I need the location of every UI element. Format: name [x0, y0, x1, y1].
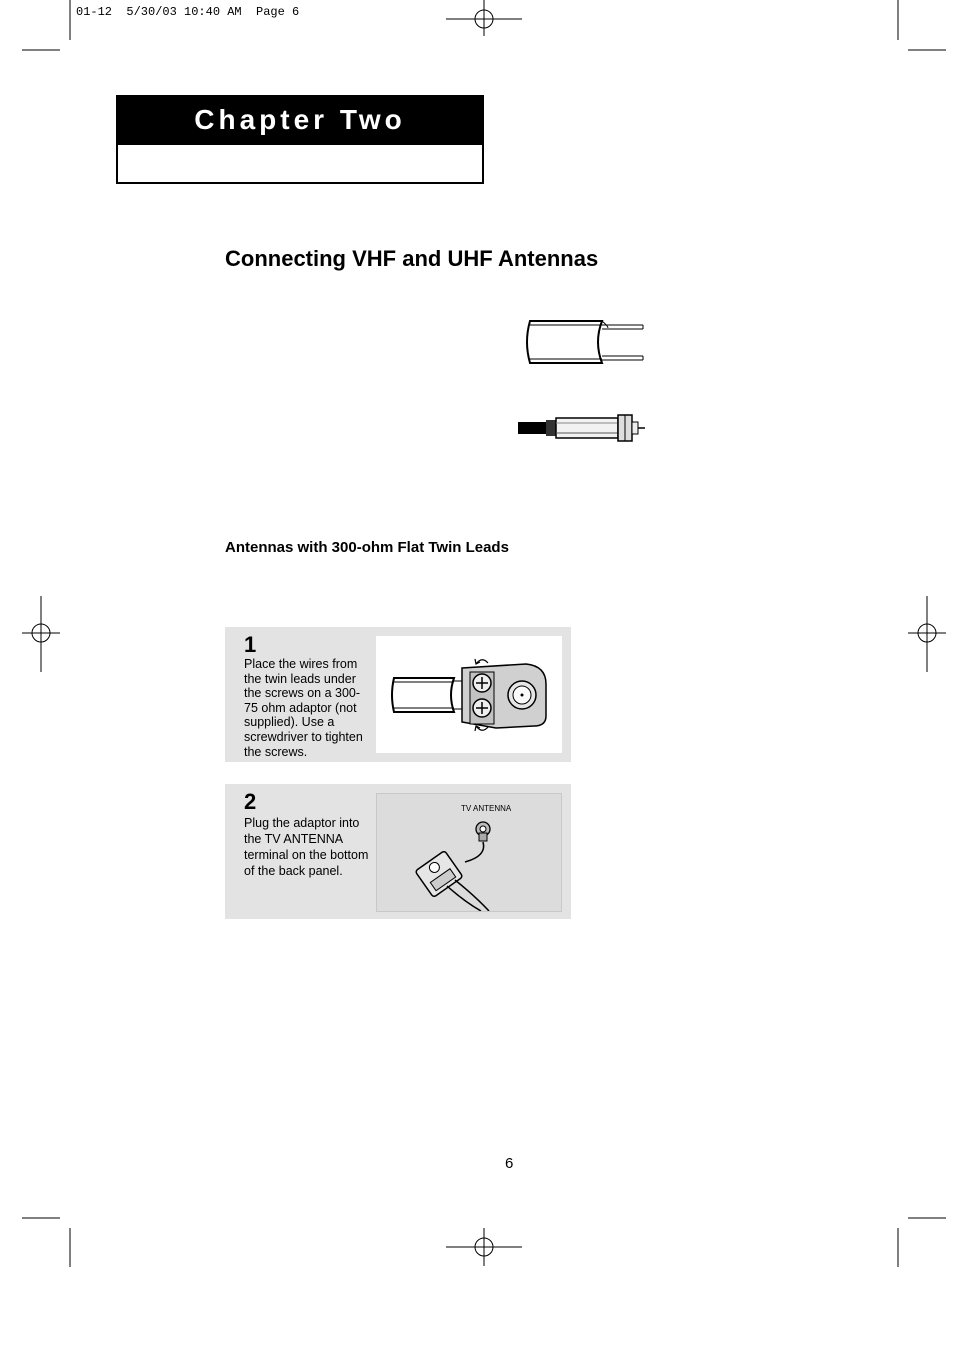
adaptor-plug-illustration [377, 794, 561, 911]
step-1-figure [376, 636, 562, 753]
adaptor-wiring-illustration [376, 636, 562, 753]
step-2-panel [225, 784, 571, 919]
step-1-text: Place the wires from the twin leads under the screws on a 300-75 ohm adaptor (not supplied). Use a screwdriver to tighten the screws. [244, 657, 363, 759]
chapter-header-box [116, 95, 484, 184]
step-2-figure [376, 793, 562, 912]
section-title: Connecting VHF and UHF Antennas [225, 246, 599, 271]
step-2-text: Plug the adaptor into the TV ANTENNA terminal on the bottom of the back panel. [244, 816, 369, 878]
coaxial-cable-illustration [516, 412, 648, 444]
print-slug-line: 01-12 5/30/03 10:40 AM Page 6 [76, 5, 300, 19]
step-2-number: 2 [244, 789, 257, 814]
step-1-number: 1 [244, 632, 257, 657]
step-1-panel [225, 627, 571, 762]
subsection-title: Antennas with 300-ohm Flat Twin Leads [225, 539, 509, 556]
tv-antenna-label: TV ANTENNA [461, 804, 512, 813]
chapter-label: Chapter Two [118, 97, 482, 145]
page-number: 6 [505, 1155, 514, 1172]
flat-twin-lead-illustration [522, 316, 652, 370]
